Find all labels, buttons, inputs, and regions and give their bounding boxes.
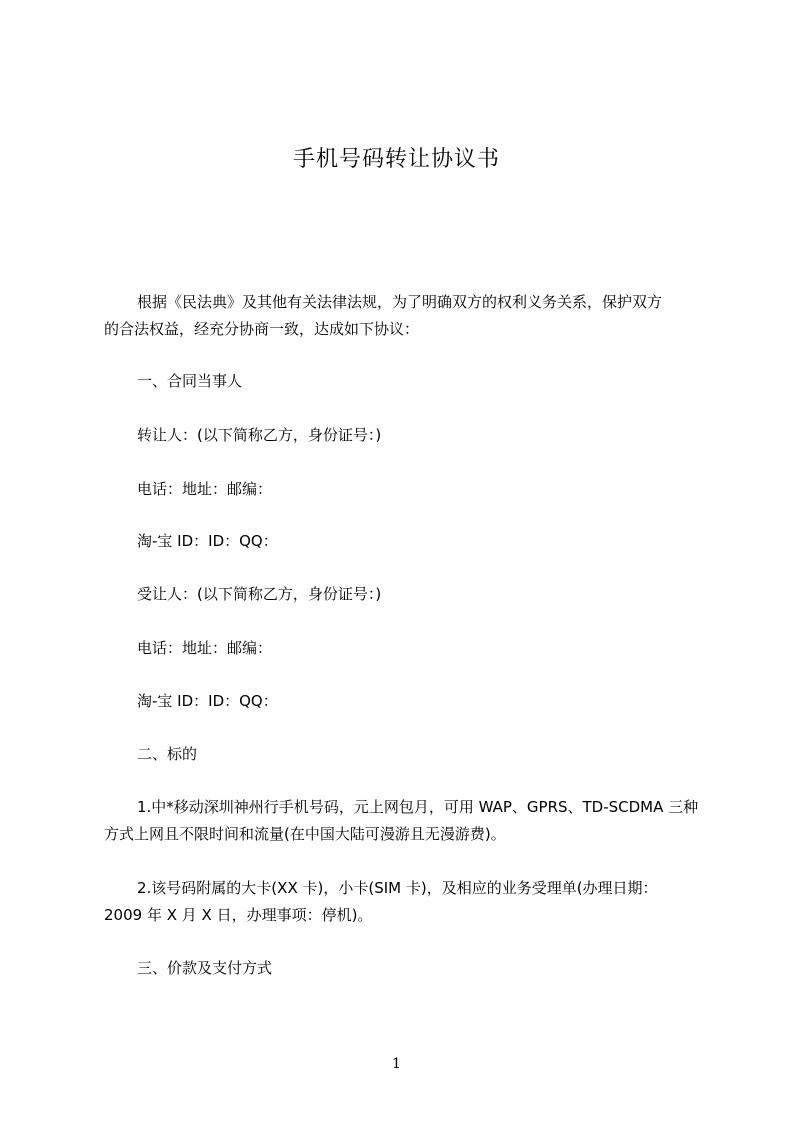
transferee-ids-line: 淘-宝 ID：ID：QQ： xyxy=(137,692,278,710)
item-1-line-1: 1.中*移动深圳神州行手机号码，元上网包月，可用 WAP、GPRS、TD-SCDMA 三种 xyxy=(137,798,699,816)
transferor-ids-line: 淘-宝 ID：ID：QQ： xyxy=(137,532,278,550)
section-heading-parties: 一、合同当事人 xyxy=(137,372,243,390)
item-2-line-1: 2.该号码附属的大卡(XX 卡)，小卡(SIM 卡)，及相应的业务受理单(办理日期： xyxy=(137,879,658,897)
transferee-line: 受让人：(以下简称乙方，身份证号：) xyxy=(137,585,382,603)
item-2-line-2: 2009 年 X 月 X 日，办理事项：停机)。 xyxy=(104,906,373,924)
section-heading-payment: 三、价款及支付方式 xyxy=(137,959,273,977)
intro-paragraph-line-1: 根据《民法典》及其他有关法律法规，为了明确双方的权利义务关系，保护双方 xyxy=(137,293,663,311)
intro-paragraph-line-2: 的合法权益，经充分协商一致，达成如下协议： xyxy=(104,320,420,338)
transferor-line: 转让人：(以下简称乙方，身份证号：) xyxy=(137,426,382,444)
transferee-contact-line: 电话：地址：邮编： xyxy=(137,639,273,657)
transferor-contact-line: 电话：地址：邮编： xyxy=(137,480,273,498)
item-1-line-2: 方式上网且不限时间和流量(在中国大陆可漫游且无漫游费)。 xyxy=(104,825,506,843)
section-heading-subject: 二、标的 xyxy=(137,745,198,763)
document-title: 手机号码转让协议书 xyxy=(292,147,500,172)
page-number: 1 xyxy=(392,1056,401,1072)
